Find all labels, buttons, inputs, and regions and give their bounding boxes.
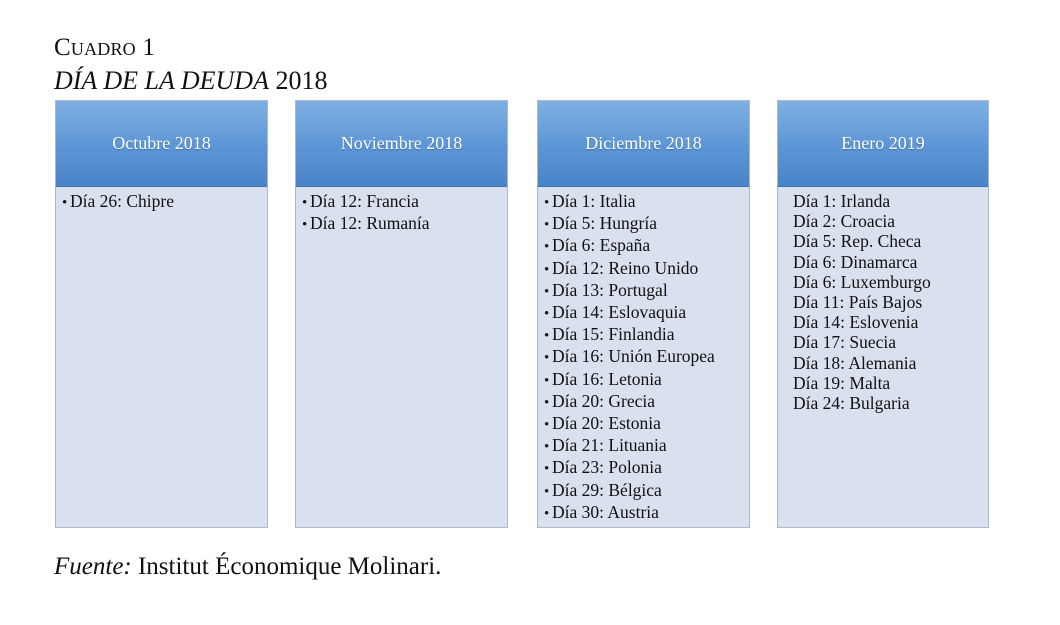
source-note: [54, 551, 441, 583]
list-item-text: Día 14: Eslovaquia: [552, 302, 687, 323]
month-column-octubre-2018: [55, 100, 268, 528]
list-item-text: Día 6: Dinamarca: [793, 251, 918, 272]
table-caption-label: Cuadro 1: [54, 34, 156, 61]
table-caption-title: [54, 65, 327, 97]
list-item: [793, 211, 988, 231]
bullet-icon: •: [544, 439, 550, 456]
list-item-text: Día 6: Luxemburgo: [793, 271, 931, 292]
bullet-icon: •: [62, 195, 68, 211]
month-header: Noviembre 2018: [296, 101, 507, 187]
list-item: [793, 393, 988, 413]
list-item: [302, 191, 507, 213]
list-item-text: Día 1: Italia: [552, 191, 636, 211]
list-item-text: Día 20: Grecia: [552, 390, 656, 411]
bullet-icon: •: [544, 461, 550, 478]
list-item: [793, 292, 988, 312]
list-item: [302, 213, 507, 235]
list-item-text: Día 6: España: [552, 235, 651, 256]
list-item-text: Día 21: Lituania: [552, 435, 667, 456]
list-item: [793, 252, 988, 272]
list-item: [793, 231, 988, 251]
bullet-icon: •: [544, 394, 550, 411]
list-item: [544, 457, 749, 479]
list-item-text: Día 23: Polonia: [552, 457, 662, 478]
list-item: [793, 332, 988, 352]
list-item-text: Día 15: Finlandia: [552, 324, 675, 345]
list-item: [544, 369, 749, 391]
caption-title-italic: DÍA DE LA DEUDA: [54, 66, 269, 95]
caption-title-year: 2018: [275, 66, 328, 95]
list-item: [544, 213, 749, 235]
list-item-text: Día 19: Malta: [793, 372, 891, 393]
list-item-text: Día 12: Francia: [310, 191, 419, 211]
month-column-diciembre-2018: [537, 100, 750, 528]
list-item-text: Día 12: Reino Unido: [552, 257, 699, 278]
bullet-icon: •: [544, 261, 550, 278]
list-item: [793, 312, 988, 332]
source-label: Fuente:: [54, 553, 132, 580]
list-item: [793, 272, 988, 292]
list-item-text: Día 1: Irlanda: [793, 191, 891, 211]
debt-day-list: [56, 187, 267, 213]
list-item-text: Día 30: Austria: [552, 501, 659, 522]
month-column-noviembre-2018: [295, 100, 508, 528]
month-header: Enero 2019: [778, 101, 988, 187]
list-item: [544, 435, 749, 457]
bullet-icon: •: [544, 217, 550, 234]
debt-day-list: [538, 187, 749, 524]
bullet-icon: •: [544, 505, 550, 522]
list-item-text: Día 24: Bulgaria: [793, 393, 910, 414]
bullet-icon: •: [302, 217, 308, 234]
source-text: Institut Économique Molinari.: [137, 553, 442, 580]
bullet-icon: •: [544, 372, 550, 389]
bullet-icon: •: [544, 483, 550, 500]
bullet-icon: •: [544, 195, 550, 211]
list-item-text: Día 13: Portugal: [552, 279, 668, 300]
list-item: [544, 502, 749, 524]
bullet-icon: •: [544, 283, 550, 300]
bullet-icon: •: [544, 239, 550, 256]
list-item-text: Día 26: Chipre: [70, 191, 175, 211]
list-item: [544, 480, 749, 502]
list-item: [793, 373, 988, 393]
list-item: [544, 324, 749, 346]
list-item-text: Día 29: Bélgica: [552, 479, 662, 500]
list-item-text: Día 17: Suecia: [793, 332, 897, 353]
list-item: [544, 235, 749, 257]
list-item-text: Día 5: Rep. Checa: [793, 231, 922, 252]
list-item: [793, 191, 988, 211]
month-header: Octubre 2018: [56, 101, 267, 187]
list-item-text: Día 11: País Bajos: [793, 292, 923, 313]
list-item-text: Día 2: Croacia: [793, 211, 896, 232]
list-item: [62, 191, 267, 213]
month-column-enero-2019: [777, 100, 989, 528]
list-item-text: Día 14: Eslovenia: [793, 312, 919, 333]
bullet-icon: •: [302, 195, 308, 211]
bullet-icon: •: [544, 328, 550, 345]
list-item-text: Día 16: Unión Europea: [552, 346, 715, 367]
list-item: [544, 302, 749, 324]
list-item-text: Día 20: Estonia: [552, 413, 661, 434]
list-item: [544, 391, 749, 413]
list-item: [544, 258, 749, 280]
list-item: [544, 346, 749, 368]
list-item: [544, 191, 749, 213]
list-item-text: Día 5: Hungría: [552, 213, 657, 234]
list-item-text: Día 18: Alemania: [793, 352, 917, 373]
list-item-text: Día 12: Rumanía: [310, 213, 430, 234]
list-item: [793, 353, 988, 373]
list-item-text: Día 16: Letonia: [552, 368, 662, 389]
debt-day-list: [296, 187, 507, 235]
list-item: [544, 413, 749, 435]
bullet-icon: •: [544, 306, 550, 323]
bullet-icon: •: [544, 417, 550, 434]
debt-day-list: [778, 187, 988, 413]
bullet-icon: •: [544, 350, 550, 367]
month-header: Diciembre 2018: [538, 101, 749, 187]
list-item: [544, 280, 749, 302]
